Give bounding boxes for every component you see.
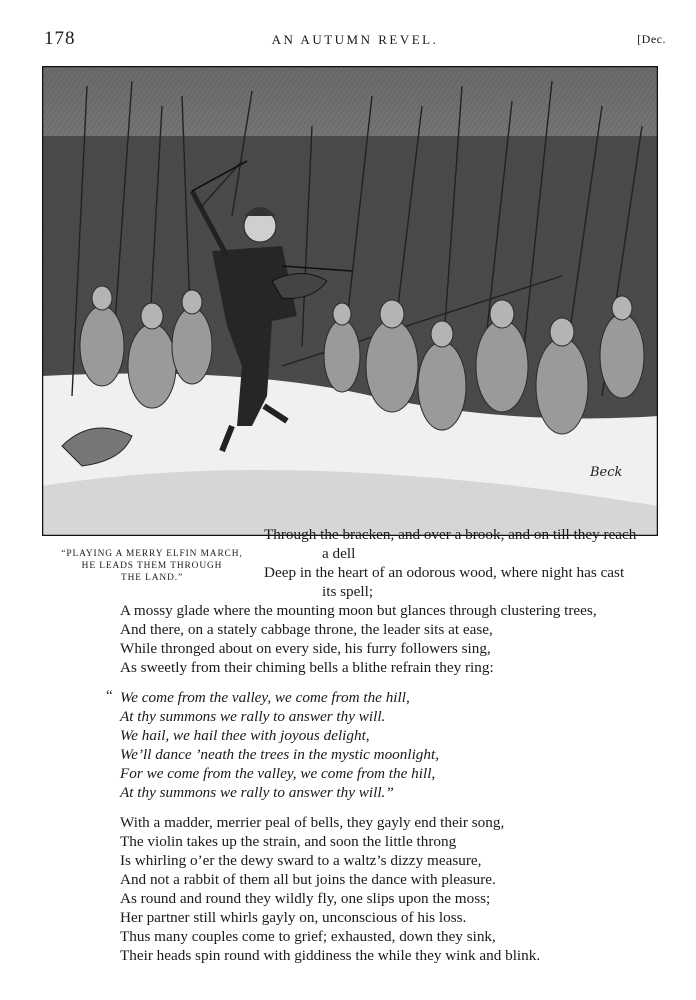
verse-line: We’ll dance ’neath the trees in the mystic moonlight, [120, 746, 440, 763]
verse-line: We come from the valley, we come from the hill, [120, 689, 410, 706]
illustration-image [42, 66, 658, 536]
engraving-illustration [42, 66, 658, 536]
running-title: AN AUTUMN REVEL. [271, 32, 439, 47]
page-number: 178 [44, 28, 76, 49]
verse-line: And there, on a stately cabbage throne, the leader sits at ease, [120, 621, 493, 638]
song-open-quote: “ [106, 688, 113, 704]
verse-line: As round and round they wildly fly, one slips upon the moss; [120, 890, 491, 907]
month-label: [Dec. [637, 32, 666, 46]
illustration-caption [46, 548, 258, 584]
verse-line: At thy summons we rally to answer thy will.” [120, 784, 394, 801]
verse-line: a dell [322, 545, 356, 562]
verse-line: For we come from the valley, we come from the hill, [120, 765, 436, 782]
verse-line: At thy summons we rally to answer thy will. [120, 708, 386, 725]
verse-line: While thronged about on every side, his furry followers sing, [120, 640, 491, 657]
verse-line: Her partner still whirls gayly on, unconscious of his loss. [120, 909, 467, 926]
verse-line: With a madder, merrier peal of bells, they gayly end their song, [120, 814, 505, 831]
verse-line: A mossy glade where the mounting moon but glances through clustering trees, [120, 602, 597, 619]
caption-line: HE LEADS THEM THROUGH [81, 561, 223, 571]
verse-line: The violin takes up the strain, and soon the little throng [120, 833, 457, 850]
verse-line: And not a rabbit of them all but joins the dance with pleasure. [120, 871, 496, 888]
caption-line: “PLAYING A MERRY ELFIN MARCH, [61, 549, 243, 559]
verse-line: Deep in the heart of an odorous wood, where night has cast [264, 564, 625, 581]
verse-line: As sweetly from their chiming bells a blithe refrain they ring: [120, 659, 494, 676]
verse-line: We hail, we hail thee with joyous delight, [120, 727, 370, 744]
verse-line: Thus many couples come to grief; exhausted, down they sink, [120, 928, 496, 945]
page-header [44, 28, 666, 52]
verse-line: Their heads spin round with giddiness the while they wink and blink. [120, 947, 541, 964]
artist-signature: Beck [590, 465, 623, 480]
verse-line: its spell; [322, 583, 374, 600]
verse-line: Is whirling o’er the dewy sward to a waltz’s dizzy measure, [120, 852, 482, 869]
verse-line: Through the bracken, and over a brook, and on till they reach [264, 526, 637, 543]
caption-line: THE LAND.” [120, 573, 184, 583]
